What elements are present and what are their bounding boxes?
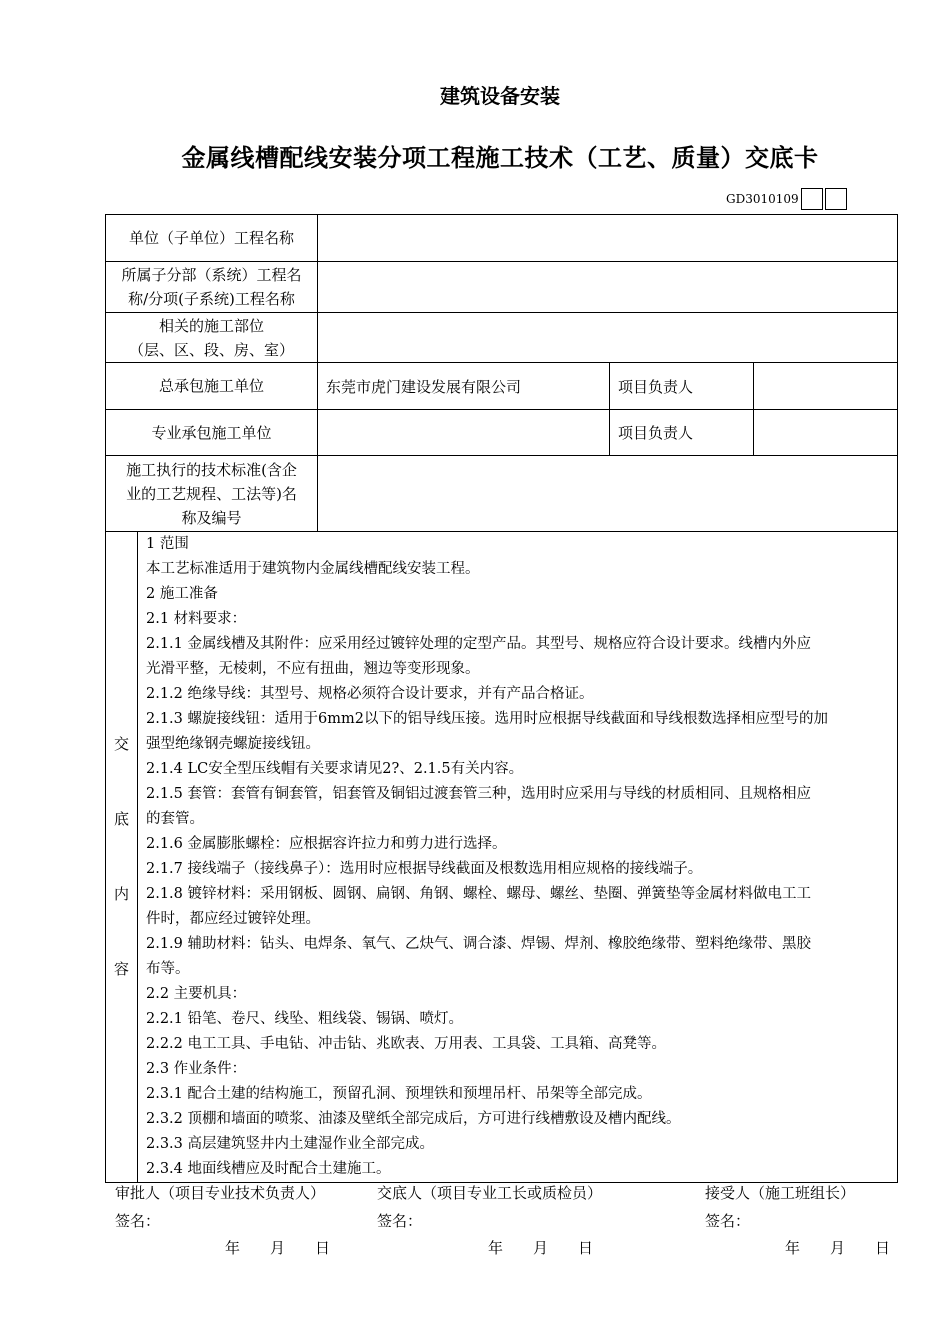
sub-name-label-line2: 称/分项(子系统)工程名称 bbox=[128, 290, 295, 308]
side-char: 内 bbox=[114, 885, 130, 903]
row-general-contractor bbox=[106, 363, 898, 410]
general-contractor-field[interactable]: 东莞市虎门建设发展有限公司 bbox=[318, 363, 610, 410]
approver-label: 审批人（项目专业技术负责人） bbox=[115, 1184, 326, 1202]
location-label bbox=[106, 313, 318, 363]
disclosure-content bbox=[138, 532, 898, 1183]
content-line: 2.3.4 地面线槽应及时配合土建施工。 bbox=[146, 1161, 391, 1177]
side-char: 容 bbox=[114, 960, 130, 978]
document-title: 金属线槽配线安装分项工程施工技术（工艺、质量）交底卡 bbox=[181, 144, 819, 172]
content-line: 2.3.2 顶棚和墙面的喷浆、油漆及壁纸全部完成后，方可进行线槽敷设及槽内配线。 bbox=[146, 1111, 681, 1127]
location-label-line2: （层、区、段、房、室） bbox=[129, 340, 295, 359]
content-line: 2.1.3 螺旋接线钮：适用于6mm2以下的铝导线压接。选用时应根据导线截面和导线根数选择相应型号的加 bbox=[146, 711, 828, 727]
approver-date-field[interactable]: 年 月 日 bbox=[225, 1239, 331, 1257]
standard-field[interactable] bbox=[318, 456, 898, 532]
project-manager-field[interactable] bbox=[754, 363, 898, 410]
receiver-date-field[interactable]: 年 月 日 bbox=[785, 1239, 891, 1257]
side-char: 交 bbox=[114, 735, 130, 753]
content-line: 强型绝缘钢壳螺旋接线钮。 bbox=[146, 736, 320, 752]
content-line: 光滑平整，无棱刺，不应有扭曲，翘边等变形现象。 bbox=[146, 661, 480, 677]
content-line: 本工艺标准适用于建筑物内金属线槽配线安装工程。 bbox=[146, 561, 480, 577]
content-line: 2.3.3 高层建筑竖井内土建湿作业全部完成。 bbox=[146, 1136, 435, 1152]
content-line: 2.1.9 辅助材料：钻头、电焊条、氧气、乙炔气、调合漆、焊锡、焊剂、橡胶绝缘带、塑料绝缘带、黑胶 bbox=[146, 936, 811, 952]
receiver-label: 接受人（施工班组长） bbox=[705, 1184, 856, 1202]
row-sub-name bbox=[106, 262, 898, 313]
content-line: 2.2 主要机具： bbox=[146, 986, 247, 1002]
content-line: 件时，都应经过镀锌处理。 bbox=[146, 911, 320, 927]
side-char: 底 bbox=[114, 810, 130, 828]
sub-name-label-line1: 所属子分部（系统）工程名 bbox=[121, 266, 302, 284]
sub-name-field[interactable] bbox=[318, 262, 898, 313]
content-line: 2.1.7 接线端子（接线鼻子）：选用时应根据导线截面及根数选用相应规格的接线端子。 bbox=[146, 861, 703, 877]
row-disclosure-content bbox=[106, 532, 898, 1183]
unit-name-field[interactable] bbox=[318, 215, 898, 262]
row-special-contractor bbox=[106, 410, 898, 456]
unit-name-label: 单位（子单位）工程名称 bbox=[106, 215, 318, 262]
content-line: 2.1.6 金属膨胀螺栓：应根据容许拉力和剪力进行选择。 bbox=[146, 836, 507, 852]
standard-label-line1: 施工执行的技术标准(含企 bbox=[126, 460, 297, 479]
content-line: 2.1.2 绝缘导线：其型号、规格必须符合设计要求，并有产品合格证。 bbox=[146, 686, 594, 702]
disclosure-side-label bbox=[106, 532, 138, 1183]
presenter-sign-field[interactable]: 签名： bbox=[377, 1212, 423, 1230]
general-contractor-label: 总承包施工单位 bbox=[106, 363, 318, 410]
row-unit-name bbox=[106, 215, 898, 262]
row-standard bbox=[106, 456, 898, 532]
content-line: 2.3 作业条件： bbox=[146, 1061, 247, 1077]
content-line: 2.1.1 金属线槽及其附件：应采用经过镀锌处理的定型产品。其型号、规格应符合设计要求。线槽内外应 bbox=[146, 636, 811, 652]
standard-label bbox=[106, 456, 318, 532]
code-box-1[interactable] bbox=[801, 188, 823, 210]
project-manager-label-2: 项目负责人 bbox=[610, 410, 754, 456]
disclosure-form-table bbox=[105, 214, 898, 1183]
form-code-text: GD3010109 bbox=[726, 192, 799, 206]
presenter-label: 交底人（项目专业工长或质检员） bbox=[377, 1184, 603, 1202]
special-contractor-label: 专业承包施工单位 bbox=[106, 410, 318, 456]
document-category: 建筑设备安装 bbox=[440, 84, 560, 108]
approver-sign-field[interactable]: 签名： bbox=[115, 1212, 161, 1230]
project-manager-label: 项目负责人 bbox=[610, 363, 754, 410]
content-line: 2 施工准备 bbox=[146, 586, 218, 602]
content-line: 2.1.5 套管：套管有铜套管，铝套管及铜铝过渡套管三种，选用时应采用与导线的材质相同、且规格相应 bbox=[146, 786, 811, 802]
sub-name-label bbox=[106, 262, 318, 313]
content-line: 2.2.1 铅笔、卷尺、线坠、粗线袋、锡锅、喷灯。 bbox=[146, 1011, 464, 1027]
content-line: 2.1.8 镀锌材料：采用钢板、圆钢、扁钢、角钢、螺栓、螺母、螺丝、垫圈、弹簧垫等金属材料做电工工 bbox=[146, 886, 811, 902]
location-field[interactable] bbox=[318, 313, 898, 363]
row-location bbox=[106, 313, 898, 363]
content-line: 布等。 bbox=[146, 961, 190, 977]
content-line: 2.2.2 电工工具、手电钻、冲击钻、兆欧表、万用表、工具袋、工具箱、高凳等。 bbox=[146, 1036, 667, 1052]
content-line: 的套管。 bbox=[146, 811, 204, 827]
location-label-line1: 相关的施工部位 bbox=[159, 316, 265, 335]
content-line: 1 范围 bbox=[146, 536, 189, 552]
presenter-date-field[interactable]: 年 月 日 bbox=[488, 1239, 594, 1257]
code-box-2[interactable] bbox=[825, 188, 847, 210]
content-line: 2.3.1 配合土建的结构施工，预留孔洞、预埋铁和预埋吊杆、吊架等全部完成。 bbox=[146, 1086, 652, 1102]
standard-label-line3: 称及编号 bbox=[181, 508, 242, 527]
standard-label-line2: 业的工艺规程、工法等)名 bbox=[126, 484, 297, 503]
receiver-sign-field[interactable]: 签名： bbox=[705, 1212, 751, 1230]
form-code bbox=[726, 188, 847, 210]
special-contractor-field[interactable] bbox=[318, 410, 610, 456]
content-line: 2.1 材料要求： bbox=[146, 611, 247, 627]
content-line: 2.1.4 LC安全型压线帽有关要求请见2?、2.1.5有关内容。 bbox=[146, 761, 524, 777]
project-manager-field-2[interactable] bbox=[754, 410, 898, 456]
